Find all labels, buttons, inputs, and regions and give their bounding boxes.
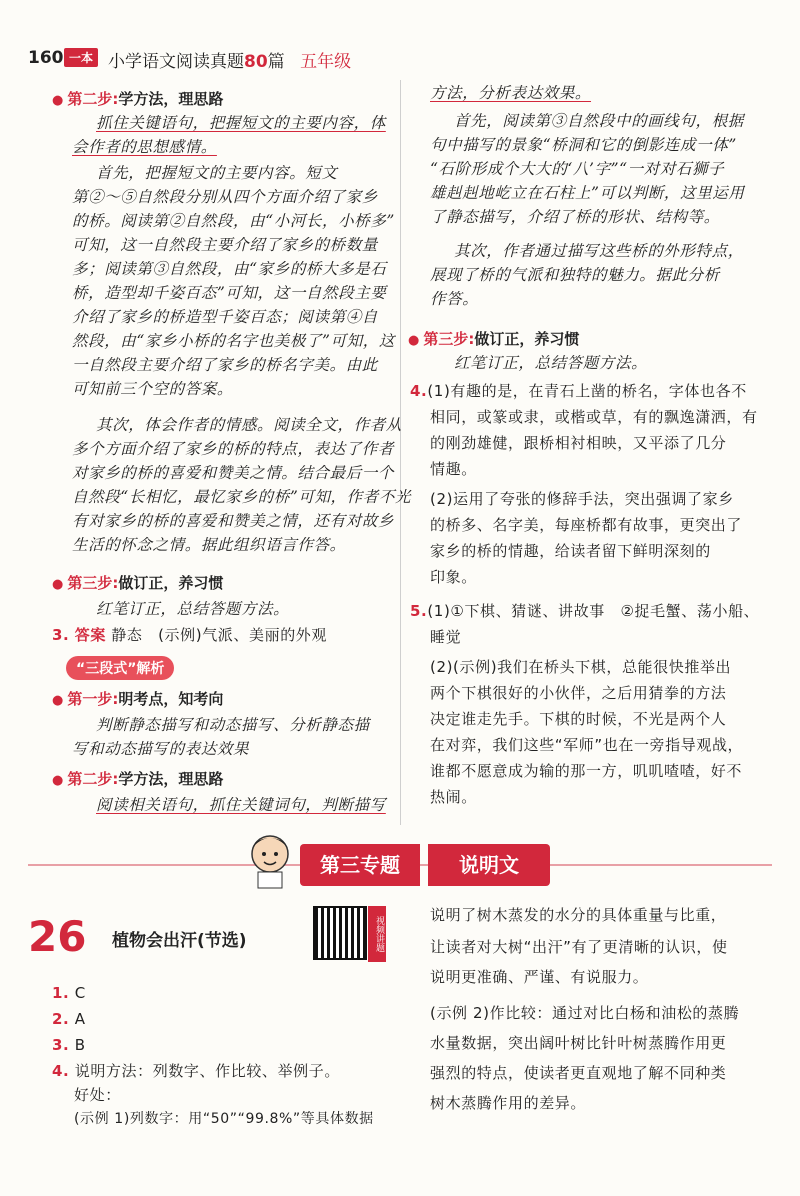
q4-line: 的刚劲雄健，跟桥相衬相映，又平添了几分 (430, 434, 727, 452)
text-line: 说明了树木蒸发的水分的具体重量与比重， (430, 906, 727, 924)
hw-line: 会作者的思想感情。 (72, 138, 217, 156)
text-line: 可知，这一自然段主要介绍了家乡的桥数量 (72, 236, 378, 254)
q5-line: 两个下棋很好的小伙伴，之后用猜拳的方法 (430, 684, 727, 702)
text-line: 对家乡的桥的喜爱和赞美之情。结合最后一个 (72, 464, 395, 482)
text-line: 自然段“长相忆，最忆家乡的桥”可知，作者不光 (72, 488, 412, 506)
text-line: 红笔订正，总结答题方法。 (96, 600, 290, 618)
brand-badge: 一本 (64, 48, 98, 67)
answer-item: 1. C (52, 984, 86, 1002)
q4-line: 家乡的桥的情趣，给读者留下鲜明深刻的 (430, 542, 711, 560)
q4-line: (2)运用了夸张的修辞手法，突出强调了家乡 (430, 490, 734, 508)
text-line: 其次，体会作者的情感。阅读全文，作者从 (96, 416, 402, 434)
video-tag: 视频讲题 (368, 906, 386, 962)
q4-line: 相同，或篆或隶，或楷或草，有的飘逸潇洒，有 (430, 408, 758, 426)
lesson-title: 植物会出汗(节选) (112, 931, 247, 951)
bullet-icon: ● (52, 773, 64, 788)
q3-answer: 3. 答案 静态 (示例)气派、美丽的外观 (52, 626, 328, 644)
bullet-icon: ● (52, 693, 64, 708)
bullet-icon: ● (408, 333, 420, 348)
qr-code-icon[interactable] (313, 906, 367, 960)
text-line: 好处： (74, 1086, 121, 1104)
q4-line: 情趣。 (430, 460, 477, 478)
bullet-icon: ● (52, 577, 64, 592)
text-line: 生活的怀念之情。据此组织语言作答。 (72, 536, 346, 554)
text-line: 的桥。阅读第②自然段，由“小河长，小桥多” (72, 212, 395, 230)
book-title: 小学语文阅读真题80篇 五年级 (108, 52, 352, 72)
topic-banner (300, 844, 550, 886)
analysis-pill: “三段式”解析 (66, 656, 174, 680)
hw-line: 抓住关键语句，把握短文的主要内容，体 (96, 114, 386, 132)
step2-heading: ● 第二步:学方法，理思路 (52, 90, 224, 108)
hw-line: 阅读相关语句，抓住关键词句，判断描写 (96, 796, 386, 814)
step3-heading-right: ● 第三步:做订正，养习惯 (408, 330, 580, 348)
text-line: 桥，造型却千姿百态”可知，这一自然段主要 (72, 284, 387, 302)
q4-line: 的桥多、名字美，每座桥都有故事，更突出了 (430, 516, 743, 534)
text-line: 红笔订正，总结答题方法。 (454, 354, 648, 372)
text-line: 展现了桥的气派和独特的魅力。据此分析 (430, 266, 720, 284)
text-line: 让读者对大树“出汗”有了更清晰的认识，使 (430, 938, 728, 956)
hw-line: 方法，分析表达效果。 (430, 84, 592, 102)
text-line: 雄赳赳地屹立在石柱上”可以判断，这里运用 (430, 184, 745, 202)
column-divider (400, 80, 401, 825)
text-line: 然段，由“家乡小桥的名字也美极了”可知，这 (72, 332, 395, 350)
text-line: 其次，作者通过描写这些桥的外形特点， (454, 242, 744, 260)
q5-line: 5.(1)①下棋、猜谜、讲故事 ②捉毛蟹、荡小船、 (410, 602, 760, 620)
q5-line: 决定谁走先手。下棋的时候，不光是两个人 (430, 710, 727, 728)
step2b-heading: ● 第二步:学方法，理思路 (52, 770, 224, 788)
q4-line: 印象。 (430, 568, 477, 586)
q5-line: 睡觉 (430, 628, 462, 646)
text-line: 可知前三个空的答案。 (72, 380, 234, 398)
text-line: 树木蒸腾作用的差异。 (430, 1094, 587, 1112)
q5-line: (2)(示例)我们在桥头下棋，总能很快推举出 (430, 658, 732, 676)
text-line: 介绍了家乡的桥造型千姿百态；阅读第④自 (72, 308, 378, 326)
step3-heading: ● 第三步:做订正，养习惯 (52, 574, 224, 592)
q4-line: 4.(1)有趣的是，在青石上凿的桥名，字体也各不 (410, 382, 747, 400)
q5-line: 在对弈，我们这些“军师”也在一旁指导观战， (430, 736, 744, 754)
q5-line: 热闹。 (430, 788, 477, 806)
lesson-number: 26 (28, 912, 87, 961)
text-line: 首先，把握短文的主要内容。短文 (96, 164, 338, 182)
text-line: 多个方面介绍了家乡的桥的特点，表达了作者 (72, 440, 395, 458)
text-line: 作答。 (430, 290, 479, 308)
topic-banner-right: 说明文 (428, 844, 550, 886)
step1-heading: ● 第一步:明考点，知考向 (52, 690, 224, 708)
text-line: 有对家乡的桥的喜爱和赞美之情，还有对故乡 (72, 512, 395, 530)
text-line: 水量数据，突出阔叶树比针叶树蒸腾作用更 (430, 1034, 727, 1052)
topic-banner-left: 第三专题 (300, 844, 420, 886)
text-line: 一自然段主要介绍了家乡的桥名字美。由此 (72, 356, 378, 374)
bullet-icon: ● (52, 93, 64, 108)
answer-item: 4. 说明方法：列数字、作比较、举例子。 (52, 1062, 340, 1080)
text-line: 句中描写的景象“桥洞和它的倒影连成一体” (430, 136, 737, 154)
text-line: 判断静态描写和动态描写、分析静态描 (96, 716, 370, 734)
cartoon-boy-icon (240, 826, 300, 890)
text-line: (示例 1)列数字：用“50”“99.8%”等具体数据 (74, 1111, 374, 1127)
answer-item: 3. B (52, 1036, 86, 1054)
text-line: 说明更准确、严谨、有说服力。 (430, 968, 649, 986)
text-line: 了静态描写，介绍了桥的形状、结构等。 (430, 208, 720, 226)
page-number: 160 (28, 48, 64, 68)
text-line: 第②～⑤自然段分别从四个方面介绍了家乡 (72, 188, 378, 206)
text-line: 多；阅读第③自然段，由“家乡的桥大多是石 (72, 260, 387, 278)
text-line: “石阶形成个大大的‘八’字”“一对对石狮子 (430, 160, 725, 178)
answer-item: 2. A (52, 1010, 86, 1028)
text-line: (示例 2)作比较：通过对比白杨和油松的蒸腾 (430, 1004, 740, 1022)
text-line: 写和动态描写的表达效果 (72, 740, 250, 758)
text-line: 强烈的特点，使读者更直观地了解不同种类 (430, 1064, 727, 1082)
q5-line: 谁都不愿意成为输的那一方，叽叽喳喳，好不 (430, 762, 743, 780)
text-line: 首先，阅读第③自然段中的画线句，根据 (454, 112, 744, 130)
